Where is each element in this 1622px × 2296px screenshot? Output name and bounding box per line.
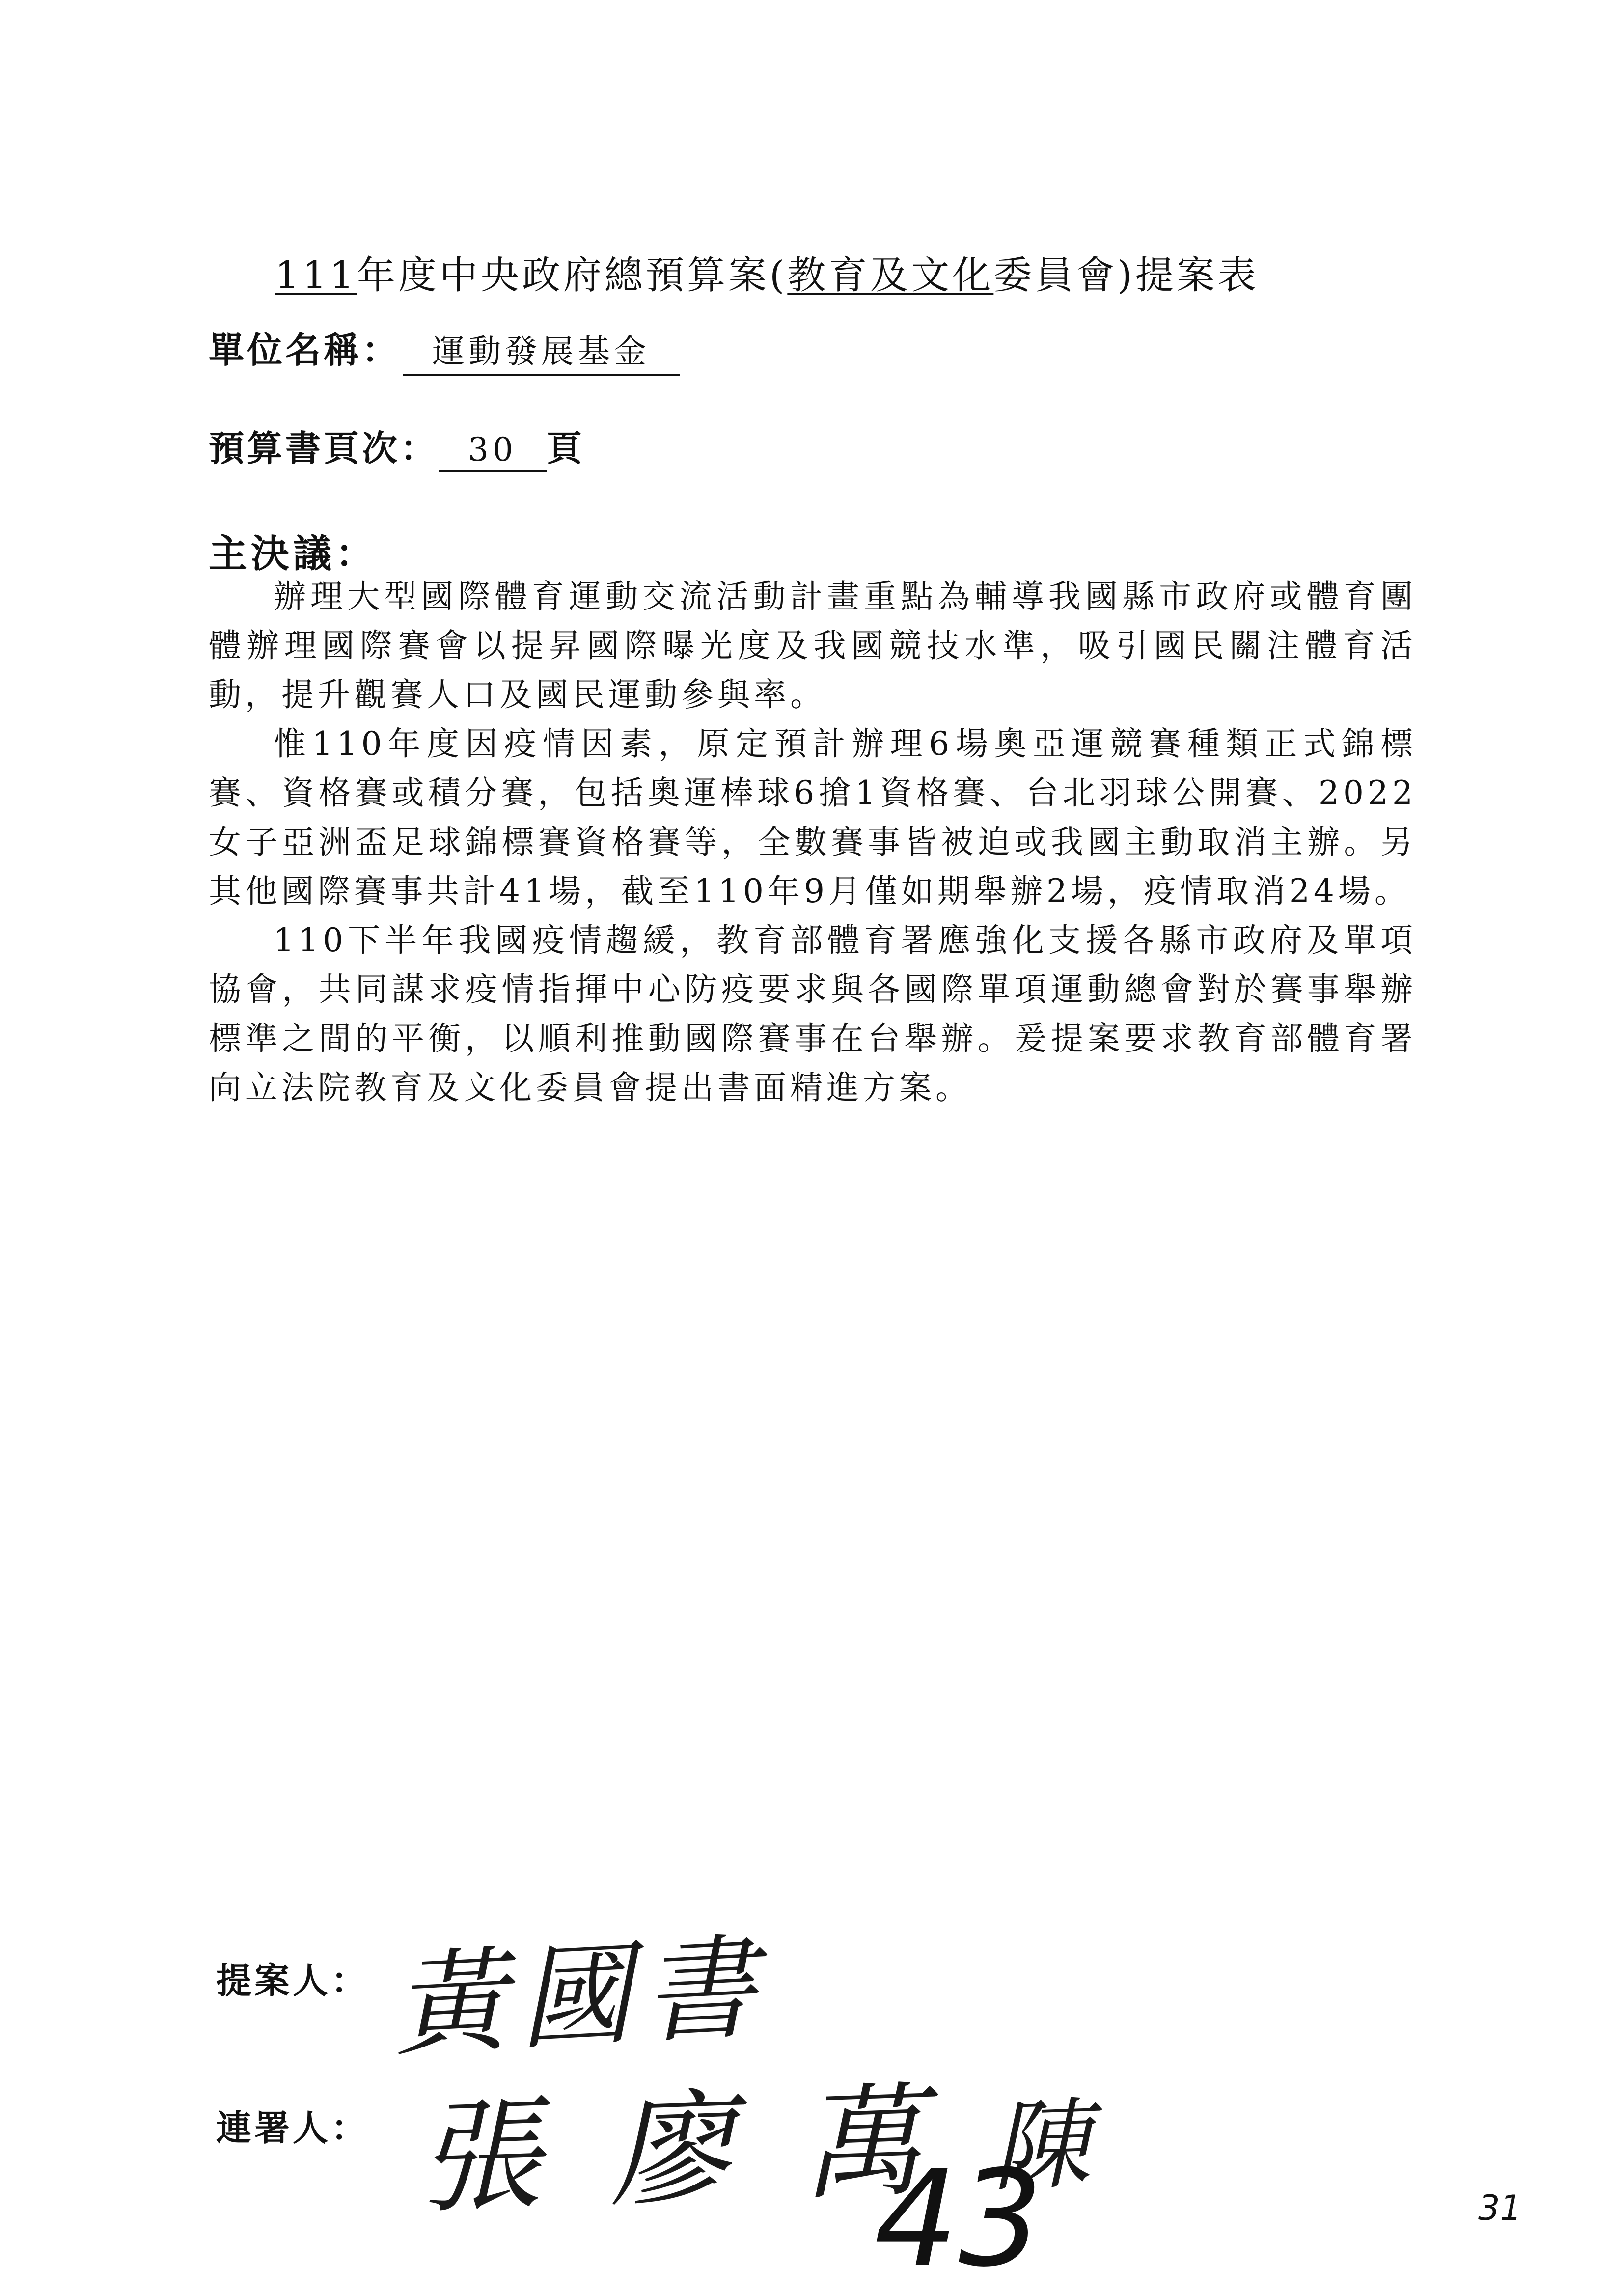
title-committee: 教育及文化 xyxy=(787,253,994,298)
cosigner-label: 連署人： xyxy=(216,2107,370,2149)
unit-row xyxy=(209,322,680,376)
cosigner-signature: 陳 xyxy=(990,2087,1097,2205)
paragraph: 惟110年度因疫情因素，原定預計辦理6場奧亞運競賽種類正式錦標賽、資格賽或積分賽，包括奧運棒球6搶1資格賽、台北羽球公開賽、2022女子亞洲盃足球錦標賽資格賽等，全數賽事皆被迫或我國主動取消主辦。另其他國際賽事共計41場，截至110年9月僅如期舉辦2場，疫情取消24場。 xyxy=(209,725,1417,910)
resolution-title: 主決議： xyxy=(209,531,378,576)
paragraph: 110下半年我國疫情趨緩，教育部體育署應強化支援各縣市政府及單項協會，共同謀求疫情指揮中心防疫要求與各國際單項運動總會對於賽事舉辦標準之間的平衡，以順利推動國際賽事在台舉辦。爰提案要求教育部體育署向立法院教育及文化委員會提出書面精進方案。 xyxy=(209,921,1417,1107)
budget-page-row xyxy=(209,420,585,472)
cosigner-signature: 廖 xyxy=(606,2076,740,2224)
budget-page-value: 30 xyxy=(439,431,547,472)
page-title xyxy=(275,245,1259,300)
unit-value: 運動發展基金 xyxy=(403,325,680,376)
proposer-signature: 黃國書 xyxy=(390,1922,771,2073)
title-part2: 委員會)提案表 xyxy=(993,253,1259,298)
budget-page-label: 預算書頁次： xyxy=(209,427,439,469)
paragraph: 辦理大型國際體育運動交流活動計畫重點為輔導我國縣市政府或體育團體辦理國際賽會以提昇國際曝光度及我國競技水準，吸引國民關注體育活動，提升觀賽人口及國民運動參與率。 xyxy=(209,578,1417,714)
title-part1: 年度中央政府總預算案( xyxy=(357,253,788,298)
proposer-label: 提案人： xyxy=(216,1960,370,2001)
unit-label: 單位名稱： xyxy=(209,329,401,371)
budget-page-suffix: 頁 xyxy=(547,427,585,469)
cosigner-signature: 張 xyxy=(415,2083,549,2231)
cosigner-signature: 萬 xyxy=(797,2070,931,2217)
page-mark: 31 xyxy=(1478,2188,1522,2228)
title-year: 111 xyxy=(275,253,357,298)
resolution-body xyxy=(209,572,1417,1112)
handwritten-number: 43 xyxy=(874,2141,1043,2296)
